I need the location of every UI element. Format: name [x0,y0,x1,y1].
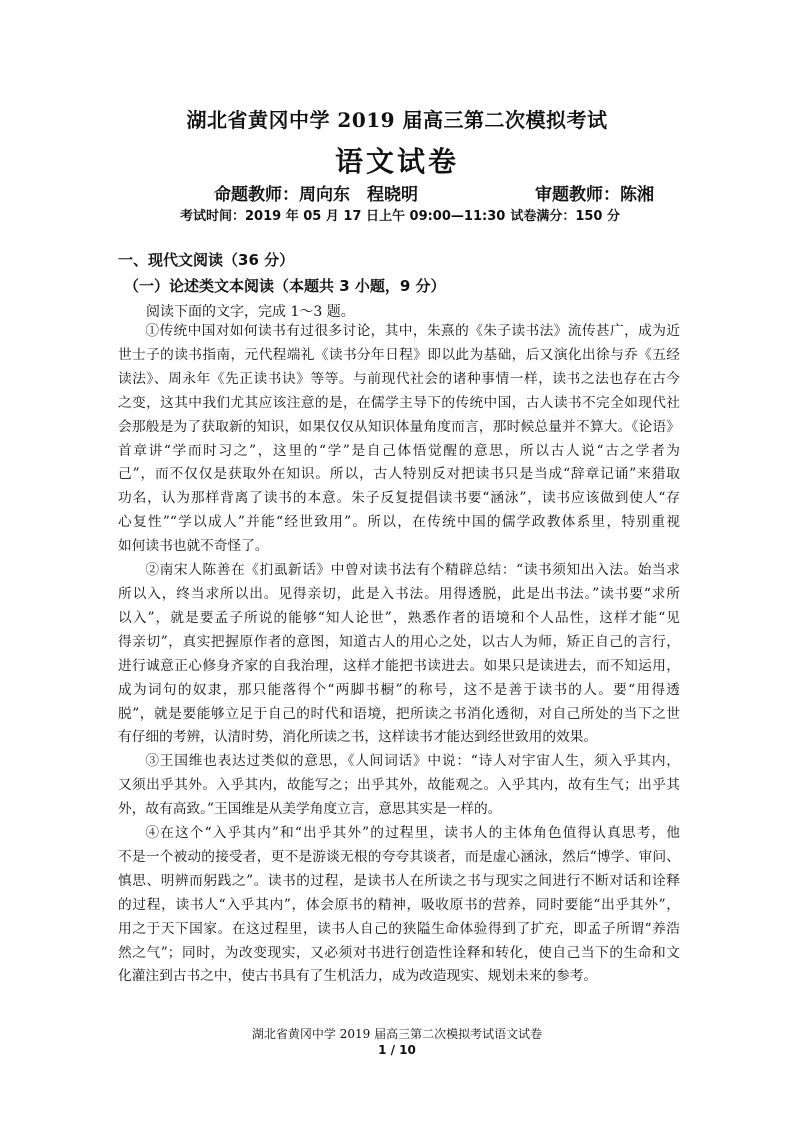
exam-time: 考试时间：2019 年 05 月 17 日上午 09:00—11:30 [180,209,506,224]
exam-title: 湖北省黄冈中学 2019 届高三第二次模拟考试 [186,108,608,132]
passage-line: 然之气”；同时，为改变现实，又必须对书进行创造性诠释和转化，使自己当下的生命和文 [118,944,680,961]
passage-line: 得亲切”，真实把握原作者的意图，知道古人的用心之处，以古人为师，矫正自己的言行， [118,633,680,650]
passage-line: 读法》、周永年《先正读书诀》等等。与前现代社会的诸种事情一样，读书之法也存在古今 [118,370,680,387]
exam-subject: 语文试卷 [334,145,459,178]
page-footer: 湖北省黄冈中学 2019 届高三第二次模拟考试语文试卷 [251,1027,543,1041]
passage-line: 之变，这其中我们尤其应该注意的是，在儒学主导下的传统中国，古人读书不完全如现代社 [118,394,680,411]
reading-instruction: 阅读下面的文字，完成 1～3 题。 [146,304,355,320]
exam-info-line [180,205,620,224]
passage-line: 心复性”“学以成人”并能“经世致用”。所以，在传统中国的儒学政教体系里，特别重视 [118,514,680,531]
passage-line: 己”，而不仅仅是获取外在知识。所以，古人特别反对把读书只是当成“辞章记诵”来猎取 [118,466,680,483]
passage-line: 所以入，终当求所以出。见得亲切，此是入书法。用得透脱，此是出书法。”读书要“求所 [118,585,680,602]
passage-line: 用之于天下国家。在这过程里，读书人自己的狭隘生命体验得到了扩充，即孟子所谓“养浩 [118,920,680,937]
passage-line: 外，故有高致。”王国维是从美学角度立言，意思其实是一样的。 [118,801,502,818]
passage-line: 不是一个被动的接受者，更不是游谈无根的夸夸其谈者，而是虚心涵泳，然后“博学、审问、 [118,848,680,865]
passage-line: 功名，认为那样背离了读书的本意。朱子反复提倡读书要“涵泳”，读书应该做到使人“存 [118,490,680,507]
passage-line: 会那般是为了获取新的知识，如果仅仅从知识体量角度而言，那时候总量并不算大。《论语》 [118,418,680,435]
reading-passage [118,320,680,989]
passage-line: 化灌注到古书之中，使古书具有了生机活力，成为改造现实、规划未来的参考。 [118,968,598,985]
passage-line: ③王国维也表达过类似的意思，《人间词话》中说：“诗人对宇宙人生，须入乎其内， [145,753,680,770]
passage-line: 的过程，读书人“入乎其内”，体会原书的精神，吸收原书的营养，同时要能“出乎其外”， [118,896,680,913]
passage-line: ②南宋人陈善在《扪虱新话》中曾对读书法有个精辟总结：“读书须知出入法。始当求 [145,562,680,579]
passage-line: 慎思、明辨而躬践之”。读书的过程，是读书人在所读之书与现实之间进行不断对话和诠释 [118,872,680,889]
passage-line: 脱”，就是要能够立足于自己的时代和语境，把所读之书消化透彻，对自己所处的当下之世 [118,705,680,722]
subsection-heading: （一）论述类文本阅读（本题共 3 小题，9 分） [124,277,446,295]
passage-line: 有仔细的考辨，认清时势，消化所读之书，这样读书才能达到经世致用的效果。 [118,729,598,746]
authors-text: 命题教师：周向东 程晓明 [214,185,418,205]
passage-line: 又须出乎其外。入乎其内，故能写之；出乎其外，故能观之。入乎其内，故有生气；出乎其 [118,777,680,794]
passage-line: 进行诚意正心修身齐家的自我治理，这样才能把书读进去。如果只是读进去，而不知运用， [118,657,680,674]
page-number: 1 / 10 [378,1043,416,1057]
teacher-line [214,180,654,205]
passage-line: ④在这个“入乎其内”和“出乎其外”的过程里，读书人的主体角色值得认真思考，他 [145,825,680,842]
passage-line: ①传统中国对如何读书有过很多讨论，其中，朱熹的《朱子读书法》流传甚广，成为近 [145,323,680,339]
passage-line: 世士子的读书指南，元代程端礼《读书分年日程》即以此为基础，后又演化出徐与乔《五经 [118,346,680,363]
passage-line: 以入”，就是要孟子所说的能够“知人论世”，熟悉作者的语境和个人品性，这样才能“见 [118,609,680,626]
full-score: 试卷满分：150 分 [510,209,620,224]
reviewer-text: 审题教师：陈湘 [535,185,654,205]
passage-line: 首章讲“学而时习之”，这里的“学”是自己体悟觉醒的意思，所以古人说“古之学者为 [118,442,680,459]
section-heading: 一、现代文阅读（36 分） [118,251,295,269]
passage-line: 如何读书也就不奇怪了。 [118,538,269,555]
passage-line: 成为词句的奴隶，那只能落得个“两脚书橱”的称号，这不是善于读书的人。要“用得透 [118,681,680,698]
